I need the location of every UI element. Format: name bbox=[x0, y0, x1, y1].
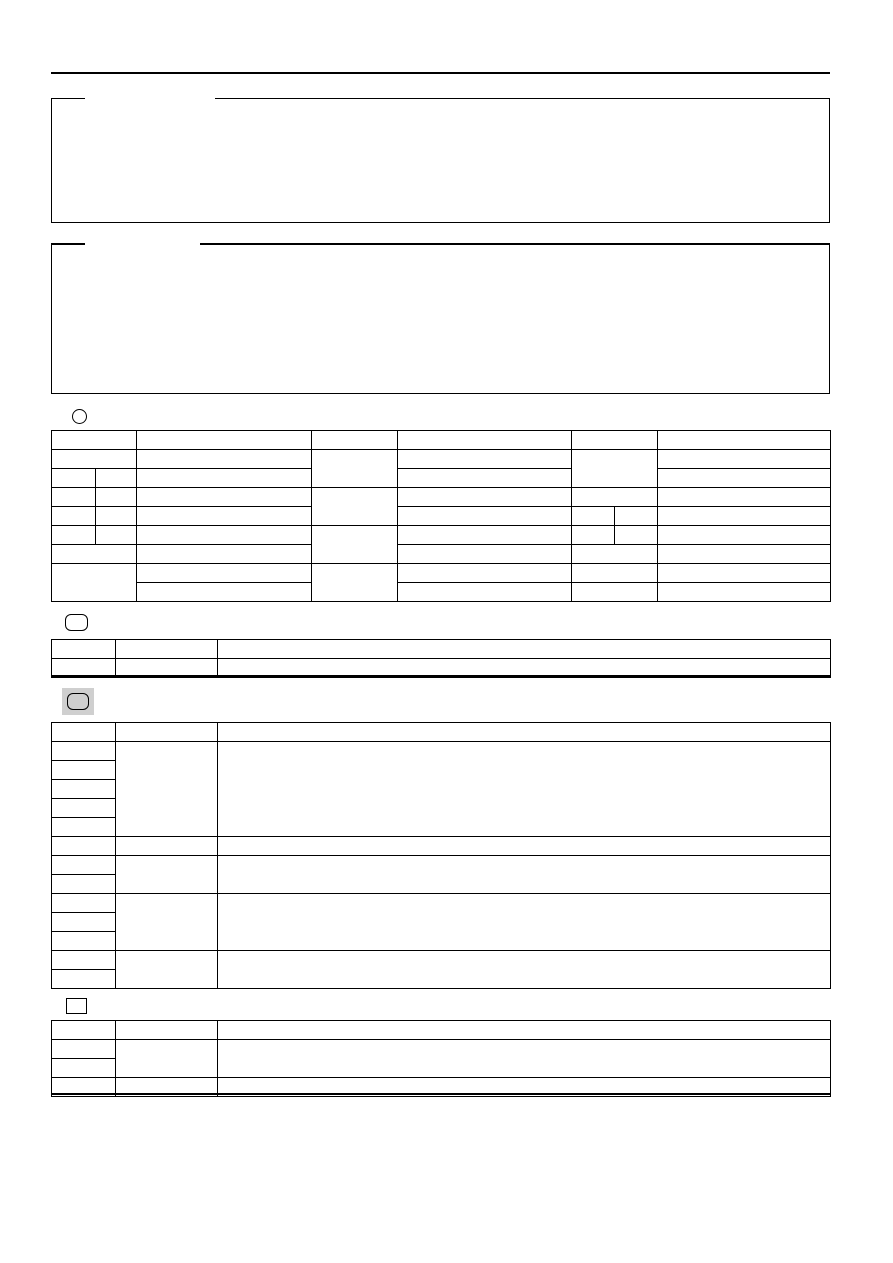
table-row bbox=[52, 469, 831, 488]
square-icon bbox=[66, 998, 87, 1014]
table-row bbox=[52, 1040, 831, 1059]
table-row bbox=[52, 545, 831, 564]
table-row bbox=[52, 894, 831, 913]
table-bottom-rule bbox=[51, 675, 830, 677]
table-row bbox=[52, 488, 831, 507]
shaded-rounded-rect-icon bbox=[67, 693, 89, 710]
header-rule bbox=[51, 72, 830, 74]
circle-table bbox=[51, 430, 831, 602]
square-table bbox=[51, 1020, 831, 1097]
info-box-2-title-tab bbox=[85, 241, 200, 246]
table-row bbox=[52, 742, 831, 761]
table-row bbox=[52, 723, 831, 742]
table-row bbox=[52, 564, 831, 583]
table-row bbox=[52, 837, 831, 856]
table-row bbox=[52, 431, 831, 450]
table-row bbox=[52, 450, 831, 469]
rounded-rect-table bbox=[51, 639, 831, 678]
table-row bbox=[52, 640, 831, 659]
table-bottom-rule bbox=[51, 1093, 830, 1095]
info-box-2 bbox=[51, 243, 830, 394]
info-box-1 bbox=[51, 98, 830, 223]
table-row bbox=[52, 856, 831, 875]
circle-icon bbox=[72, 409, 87, 424]
info-box-1-title-tab bbox=[85, 96, 215, 100]
shaded-rounded-rect-table bbox=[51, 722, 831, 989]
table-row bbox=[52, 951, 831, 970]
table-row bbox=[52, 507, 831, 526]
table-row bbox=[52, 1021, 831, 1040]
rounded-rect-icon bbox=[65, 614, 88, 631]
table-row bbox=[52, 526, 831, 545]
table-row bbox=[52, 583, 831, 602]
